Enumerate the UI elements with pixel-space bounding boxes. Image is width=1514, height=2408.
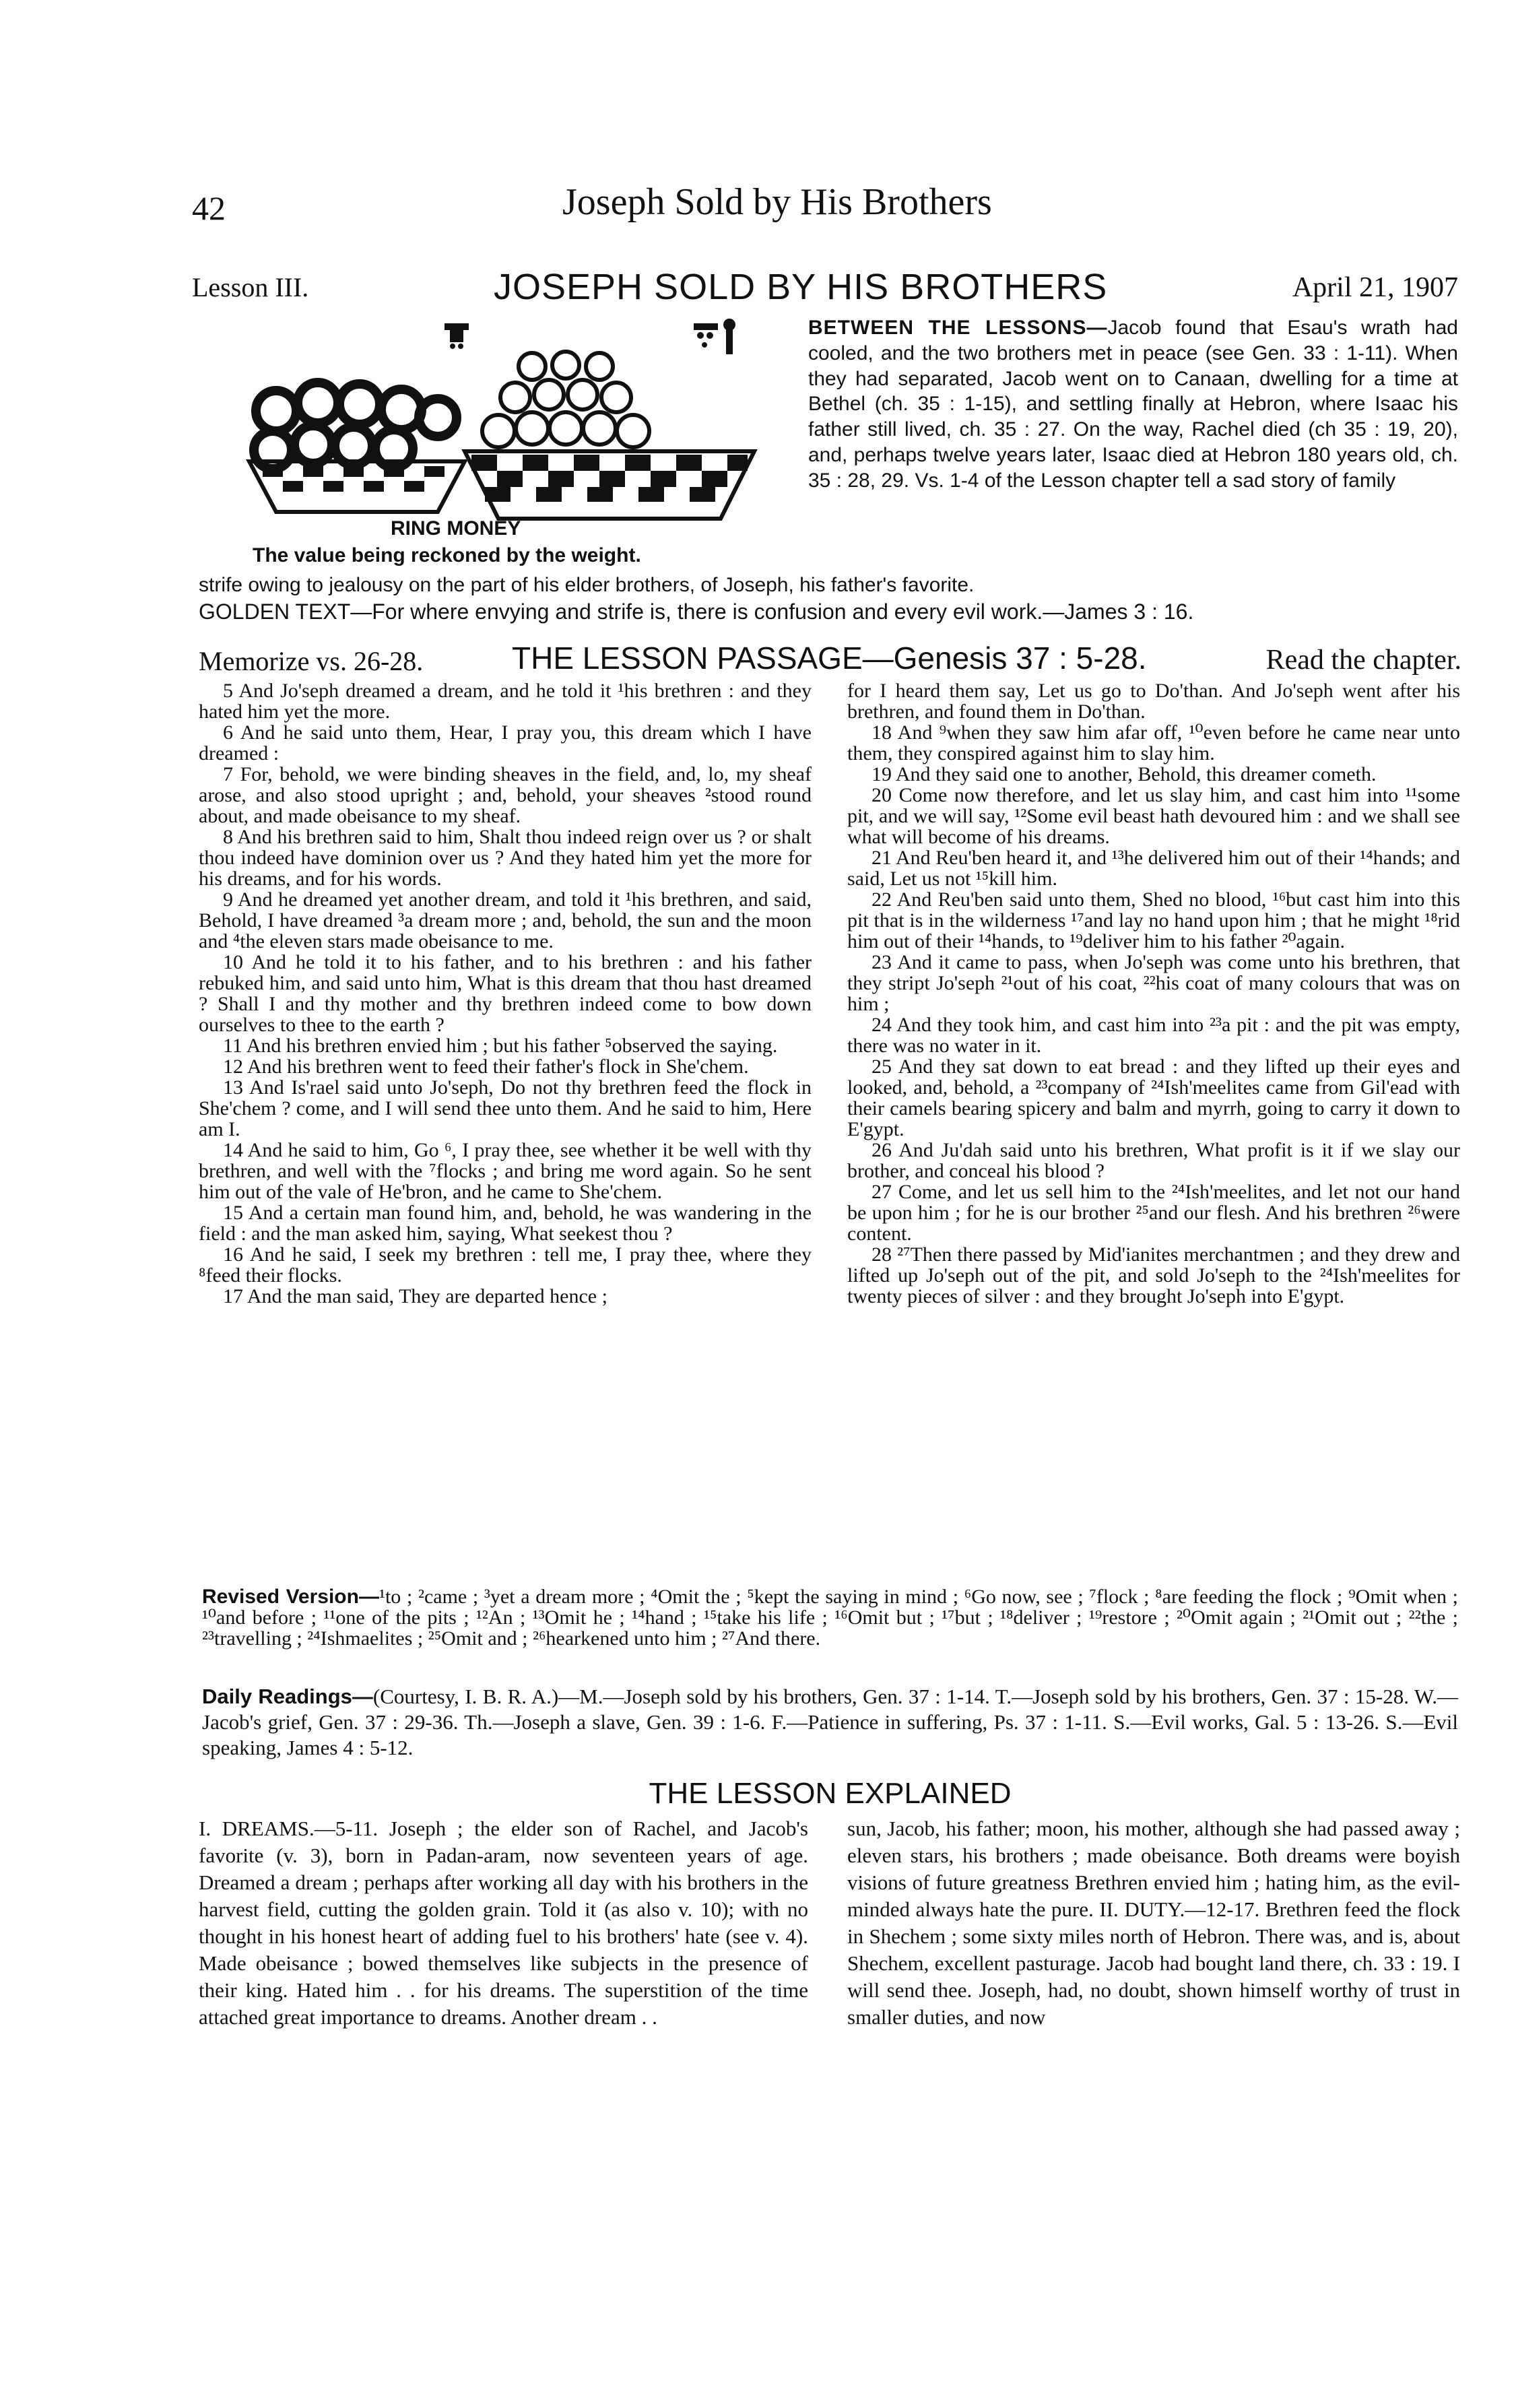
golden-text: GOLDEN TEXT—For where envying and strife is, there is confusion and every evil work.—James 3 : 16.: [199, 599, 1194, 624]
explained-right-column: sun, Jacob, his father; moon, his mother, although she had passed away ; eleven stars, his brothers ; made obeisance. Both dreams were boyish visions of future greatness Brethren envied him ; hating him, as the evil-minded always hate the pure. II. DUTY.—12-17. Brethren feed the flock in Shechem ; some sixty miles north of Hebron. There was, and is, about Shechem, excellent pasturage. Jacob had bought land there, ch. 33 : 19. I will send thee. Joseph, had, no doubt, shown himself worthy of trust in smaller duties, and now: [847, 1817, 1460, 2029]
verse: 6 And he said unto them, Hear, I pray you, this dream which I have dreamed :: [199, 721, 812, 764]
verse: 14 And he said to him, Go ⁶, I pray thee, see whether it be well with thy brethren, and well with the ⁷flocks ; and bring me word again. So he sent him out of the vale of He'bron, and he came to She'chem.: [199, 1139, 812, 1203]
verses-left-column: [199, 680, 812, 1307]
between-text: Jacob found that Esau's wrath had cooled, and the two brothers met in peace (see Gen. 33 : 1-11). When they had separated, Jacob went on to Canaan, dwelling for a time at Bethel (ch. 35 : 1-15), and settling finally at Hebron, where Isaac his father still lived, ch. 35 : 27. On the way, Rachel died (ch 35 : 19, 20), and, perhaps twelve years later, Isaac died at Hebron 180 years old, ch. 35 : 28, 29. Vs. 1-4 of the Lesson chapter tell a sad story of family: [808, 317, 1458, 492]
verses-right-column: [847, 680, 1460, 1307]
daily-text: (Courtesy, I. B. R. A.)—M.—Joseph sold by his brothers, Gen. 37 : 1-14. T.—Joseph sold by his brothers, Gen. 37 : 15-28. W.—Jacob's grief, Gen. 37 : 29-36. Th.—Joseph a slave, Gen. 39 : 1-6. F.—Patience in suffering, Ps. 37 : 1-11. S.—Evil works, Gal. 5 : 13-26. S.—Evil speaking, James 4 : 5-12.: [202, 1685, 1458, 1759]
verse: 13 And Is'rael said unto Jo'seph, Do not thy brethren feed the flock in She'chem ? come, and I will send thee unto them. And he said to him, Here am I.: [199, 1076, 812, 1140]
revised-version-notes: [202, 1586, 1458, 1649]
verse: 21 And Reu'ben heard it, and ¹³he delivered him out of their ¹⁴hands; and said, Let us not ¹⁵kill him.: [847, 847, 1460, 890]
verse: 22 And Reu'ben said unto them, Shed no blood, ¹⁶but cast him into this pit that is in the wilderness ¹⁷and lay no hand upon him ; that he might ¹⁸rid him out of their ¹⁴hands, to ¹⁹deliver him to his father ²⁰again.: [847, 888, 1460, 952]
daily-label: Daily Readings—: [202, 1685, 373, 1708]
verse: 8 And his brethren said to him, Shalt thou indeed reign over us ? or shalt thou indeed have dominion over us ? And they hated him yet the more for his dreams, and for his words.: [199, 826, 812, 890]
verse: 23 And it came to pass, when Jo'seph was come unto his brethren, that they stript Jo'seph ²¹out of his coat, ²²his coat of many colours that was on him ;: [847, 951, 1460, 1015]
verse: 19 And they said one to another, Behold, this dreamer cometh.: [871, 763, 1377, 785]
ring-money-illustration: [236, 317, 775, 532]
verse: 18 And ⁹when they saw him afar off, ¹⁰even before he came near unto them, they conspired against him to slay him.: [847, 721, 1460, 764]
revised-label: Revised Version—: [202, 1586, 379, 1608]
between-the-lessons: [808, 315, 1458, 494]
verse: 27 Come, and let us sell him to the ²⁴Ish'meelites, and let not our hand be upon him ; for he is our brother ²⁵and our flesh. And his brethren ²⁶were content.: [847, 1181, 1460, 1245]
verse: 26 And Ju'dah said unto his brethren, What profit is it if we slay our brother, and conceal his blood ?: [847, 1139, 1460, 1182]
verse: 24 And they took him, and cast him into ²³a pit : and the pit was empty, there was no water in it.: [847, 1014, 1460, 1057]
explained-left-column: I. DREAMS.—5-11. Joseph ; the elder son of Rachel, and Jacob's favorite (v. 3), born in Padan-aram, now seventeen years of age. Dreamed a dream ; perhaps after working all day with his brothers in the harvest field, cutting the golden grain. Told it (as also v. 10); with no thought in his honest heart of adding fuel to his brothers' hate (see v. 4). Made obeisance ; bowed themselves like subjects in the presence of their king. Hated him . . for his dreams. The superstition of the time attached great importance to dreams. Another dream . .: [199, 1817, 808, 2029]
verse: 28 ²⁷Then there passed by Mid'ianites merchantmen ; and they drew and lifted up Jo'seph out of the pit, and sold Jo'seph to the ²⁴Ish'meelites for twenty pieces of silver : and they brought Jo'seph into E'gypt.: [847, 1243, 1460, 1307]
illustration-caption-title: RING MONEY: [391, 517, 521, 540]
verse: 16 And he said, I seek my brethren : tell me, I pray thee, where they ⁸feed their flocks.: [199, 1243, 812, 1287]
verse: for I heard them say, Let us go to Do'than. And Jo'seph went after his brethren, and found them in Do'than.: [847, 680, 1460, 723]
lesson-passage-heading: [199, 640, 1461, 675]
verse: 25 And they sat down to eat bread : and they lifted up their eyes and looked, and, behold, a ²³company of ²⁴Ish'meelites came from Gil'ead with their camels bearing spicery and balm and myrrh, going to carry it down to E'gypt.: [847, 1055, 1460, 1140]
passage-title: THE LESSON PASSAGE—Genesis 37 : 5-28.: [512, 641, 1147, 676]
between-label: BETWEEN THE LESSONS—: [808, 317, 1108, 339]
lesson-title: JOSEPH SOLD BY HIS BROTHERS: [494, 267, 1108, 307]
verse: 11 And his brethren envied him ; but his father ⁵observed the saying.: [223, 1035, 778, 1057]
revised-text: ¹to ; ²came ; ³yet a dream more ; ⁴Omit the ; ⁵kept the saying in mind ; ⁶Go now, see ; ⁷flock ; ⁸are feeding the flock ; ⁹Omit when ; ¹⁰and before ; ¹¹one of the pits ; ¹²An ; ¹³Omit he ; ¹⁴hand ; ¹⁵take his life ; ¹⁶Omit but ; ¹⁷but ; ¹⁸deliver ; ¹⁹restore ; ²⁰Omit again ; ²¹Omit out ; ²²the ; ²³travelling ; ²⁴Ishmaelites ; ²⁵Omit and ; ²⁶hearkened unto him ; ²⁷And there.: [202, 1586, 1458, 1650]
memorize-verses: Memorize vs. 26-28.: [199, 646, 424, 676]
verse: 7 For, behold, we were binding sheaves in the field, and, lo, my sheaf arose, and also stood upright ; and, behold, your sheaves ²stood round about, and made obeisance to my sheaf.: [199, 763, 812, 827]
verse: 15 And a certain man found him, and, behold, he was wandering in the field : and the man asked him, saying, What seekest thou ?: [199, 1202, 812, 1245]
between-continuation: strife owing to jealousy on the part of his elder brothers, of Joseph, his father's favorite.: [199, 574, 975, 596]
page-number: 42: [192, 189, 226, 227]
verse: 10 And he told it to his father, and to his brethren : and his father rebuked him, and said unto him, What is this dream that thou hast dreamed ? Shall I and thy mother and thy brethren indeed come to bow down ourselves to thee to the earth ?: [199, 951, 812, 1036]
read-chapter: Read the chapter.: [1265, 645, 1461, 676]
lesson-heading-row: [192, 266, 1458, 313]
verse: 20 Come now therefore, and let us slay him, and cast him into ¹¹some pit, and we will say, ¹²Some evil beast hath devoured him : and we shall see what will become of his dreams.: [847, 784, 1460, 848]
lesson-date: April 21, 1907: [1292, 272, 1458, 303]
lesson-number: Lesson III.: [192, 272, 309, 302]
verse: 17 And the man said, They are departed hence ;: [223, 1285, 607, 1307]
daily-readings: [202, 1684, 1458, 1761]
verse: 5 And Jo'seph dreamed a dream, and he told it ¹his brethren : and they hated him yet the more.: [199, 680, 812, 723]
illustration-caption-text: The value being reckoned by the weight.: [253, 544, 641, 566]
running-title: Joseph Sold by His Brothers: [562, 181, 992, 223]
verse: 9 And he dreamed yet another dream, and told it ¹his brethren, and said, Behold, I have dreamed ³a dream more ; and, behold, the sun and the moon and ⁴the eleven stars made obeisance to me.: [199, 888, 812, 952]
verse: 12 And his brethren went to feed their father's flock in She'chem.: [223, 1055, 749, 1078]
lesson-explained-heading: THE LESSON EXPLAINED: [649, 1777, 1012, 1810]
